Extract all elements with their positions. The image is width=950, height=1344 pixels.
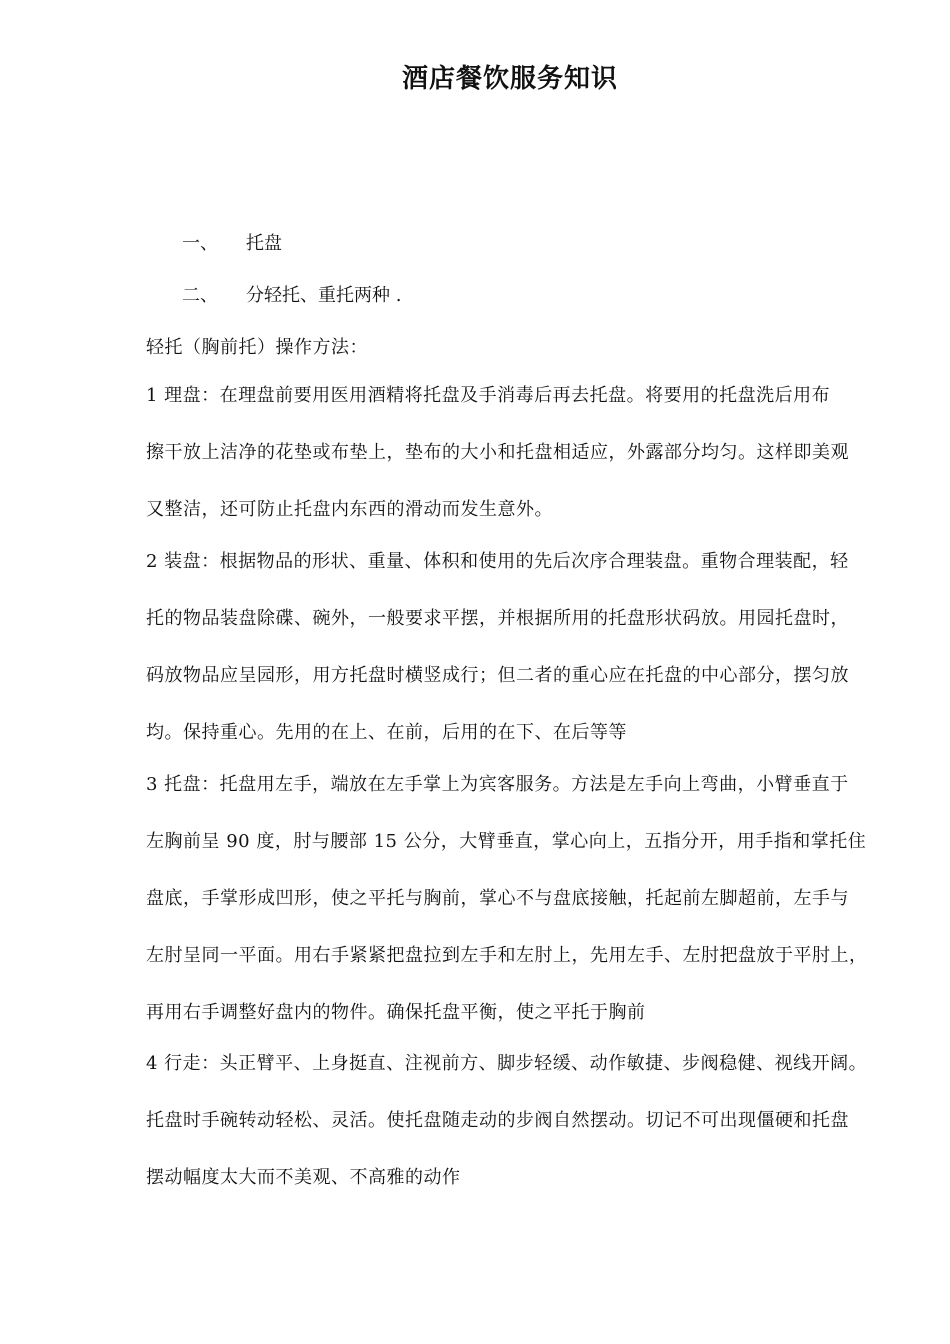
paragraph-line: 1 理盘：在理盘前要用医用酒精将托盘及手消毒后再去托盘。将要用的托盘洗后用布 xyxy=(146,385,831,406)
list-marker: 二、 xyxy=(182,285,218,306)
paragraph-line: 盘底，手掌形成凹形，使之平托与胸前，掌心不与盘底接触，托起前左脚超前，左手与 xyxy=(146,888,849,909)
paragraph-line: 摆动幅度太大而不美观、不高雅的动作 xyxy=(146,1167,461,1188)
list-item-text: 托盘 xyxy=(246,233,282,254)
list-marker: 一、 xyxy=(182,233,218,254)
paragraph-line: 又整洁，还可防止托盘内东西的滑动而发生意外。 xyxy=(146,499,553,520)
paragraph-line: 均。保持重心。先用的在上、在前，后用的在下、在后等等 xyxy=(146,722,627,743)
subheading: 轻托（胸前托）操作方法： xyxy=(146,337,368,358)
paragraph-line: 4 行走：头正臂平、上身挺直、注视前方、脚步轻缓、动作敏捷、步阀稳健、视线开阔。 xyxy=(146,1053,868,1074)
paragraph-line: 再用右手调整好盘内的物件。确保托盘平衡，使之平托于胸前 xyxy=(146,1002,646,1023)
paragraph-line: 托的物品装盘除碟、碗外，一般要求平摆，并根据所用的托盘形状码放。用园托盘时， xyxy=(146,608,849,629)
paragraph-line: 左胸前呈 90 度，肘与腰部 15 公分，大臂垂直，掌心向上，五指分开，用手指和掌托住 xyxy=(146,831,867,852)
paragraph-line: 托盘时手碗转动轻松、灵活。使托盘随走动的步阀自然摆动。切记不可出现僵硬和托盘 xyxy=(146,1110,849,1131)
paragraph-line: 左肘呈同一平面。用右手紧紧把盘拉到左手和左肘上，先用左手、左肘把盘放于平肘上， xyxy=(146,945,868,966)
document-title: 酒店餐饮服务知识 xyxy=(401,64,618,94)
list-item-text: 分轻托、重托两种 . xyxy=(246,285,402,306)
paragraph-line: 2 装盘：根据物品的形状、重量、体积和使用的先后次序合理装盘。重物合理装配，轻 xyxy=(146,551,849,572)
paragraph-line: 码放物品应呈园形，用方托盘时横竖成行；但二者的重心应在托盘的中心部分，摆匀放 xyxy=(146,665,849,686)
paragraph-line: 擦干放上洁净的花垫或布垫上，垫布的大小和托盘相适应，外露部分均匀。这样即美观 xyxy=(146,442,849,463)
paragraph-line: 3 托盘：托盘用左手，端放在左手掌上为宾客服务。方法是左手向上弯曲，小臂垂直于 xyxy=(146,774,849,795)
